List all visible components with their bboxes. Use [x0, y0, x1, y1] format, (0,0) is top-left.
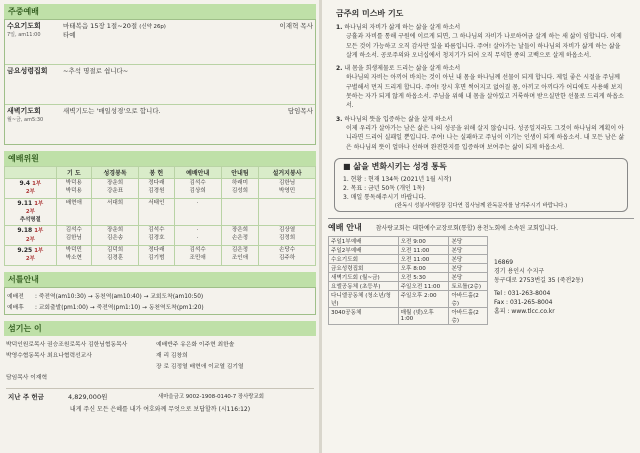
role-cell: 하래미 — [231, 180, 249, 186]
session-label: 2부 — [25, 189, 35, 196]
postal-code: 16869 — [494, 258, 514, 266]
worship-leader: 담임목사 — [287, 106, 313, 115]
serving-right: 재 리 김창희 — [156, 352, 188, 359]
role-cell: 조민애 — [189, 254, 206, 261]
roles-date: 9.18 — [17, 227, 33, 235]
serving-left: 담임목사 이재혁 — [6, 374, 48, 381]
serving-box — [4, 336, 316, 384]
serving-left — [6, 361, 156, 370]
worship-subtitle: 타예 — [63, 31, 76, 39]
shuttle-label: 예배전 — [7, 293, 24, 300]
prayer-body: 긍휼과 자비를 통해 구원에 이르게 되면, 그 하나님의 자비가 나로하여금 살게 하는 새 삶이 임합니다. 이제 모든 것이 가능하고 오직 감사만 있을 따름입니다. 주여! 살아가는 날들이 하나님의 자비가 삶게 하는 삶을 살게 하소서. 공로주의와 오너십에서 청지기가 되어 오직 무익한 종의 고백으로 살게 하옵소서. — [346, 33, 622, 59]
role-cell: 김한님 — [278, 180, 296, 186]
prayer-head: 하나님의 뜻을 입증하는 삶을 살게 하소서 — [344, 115, 453, 123]
session-label: 1부 — [34, 200, 44, 207]
shuttle-route: : 죽전역(am10:30) → 동천역(am10:40) → 교회도착(am10:50) — [35, 293, 204, 300]
worship-row — [5, 20, 315, 64]
role-cell: 손은정 — [231, 235, 249, 242]
schedule-place: 본당 — [449, 263, 488, 272]
session-label: 1부 — [34, 248, 44, 255]
bible-box-item: 3. 매일 통독해주시기 바랍니다. — [343, 193, 426, 201]
prayer-number: 1. — [336, 24, 343, 31]
roles-corner — [5, 167, 57, 179]
worship-time: 월~금, am5:30 — [7, 116, 44, 123]
roles-row — [5, 246, 316, 266]
shuttle-row — [5, 301, 315, 312]
worship-time: 7일, am11:00 — [7, 32, 41, 38]
role-cell: 김기범 — [148, 254, 165, 261]
roles-date: 9.11 — [17, 199, 33, 207]
info-note: 참사랑교회는 대한예수교장로회(통합) 용천노회에 소속된 교회입니다. — [375, 224, 559, 232]
account-info: 새마을금고 9002-1908-0140-7 장사랑교회 — [158, 393, 264, 400]
schedule-place: 아바드홀(2층) — [449, 290, 488, 307]
serving-right: 예배반주 유은화 이주현 최한솔 — [156, 341, 235, 348]
offering-label: 지난 주 헌금 — [8, 392, 44, 401]
roles-date: 9.4 — [19, 180, 31, 187]
role-cell: 조인애 — [231, 254, 249, 261]
phone-number: Tel : 031-263-8004 — [494, 289, 551, 297]
bible-box-title: 삶을 변화시키는 성경 통독 — [353, 161, 447, 171]
serving-left: 박영수협동목사 최요나협력선교사 — [6, 352, 92, 359]
role-cell: 김석수 — [189, 180, 206, 186]
roles-date-note: 추석명절 — [19, 217, 41, 224]
prayer-item — [336, 23, 626, 60]
schedule-time: 오전 11:00 — [398, 254, 449, 263]
role-cell: 김상열 — [278, 227, 296, 234]
prayer-number: 3. — [336, 115, 343, 123]
schedule-table — [328, 236, 488, 325]
role-cell: 김경훈 — [106, 254, 124, 261]
schedule-row — [329, 272, 488, 281]
roles-date: 9.25 — [17, 247, 33, 255]
worship-title: 수요기도회 — [7, 22, 41, 30]
schedule-place: 아바드홀(2층) — [449, 307, 488, 324]
worship-title: 새벽기도회 — [7, 106, 41, 115]
schedule-row — [329, 307, 488, 324]
role-cell: 김덕희 — [106, 247, 124, 254]
shuttle-route: : 교회출발(pm1:00) → 죽전역(pm1:10) → 동천역도착(pm1:20) — [35, 304, 204, 311]
schedule-name: 새벽기도회 (월~금) — [329, 272, 399, 281]
bible-box-item: 2. 목표 : 금년 50독 (개인 1독) — [343, 184, 425, 192]
worship-row — [5, 64, 315, 104]
offering-amount: 4,829,000원 — [68, 392, 108, 401]
role-cell: 서태인 — [148, 199, 165, 206]
role-cell: 김주하 — [278, 254, 296, 261]
schedule-place: 본당 — [449, 236, 488, 245]
session-label: 1부 — [34, 228, 44, 235]
shuttle-header: 서틀안내 — [4, 272, 316, 287]
prayer-item — [336, 64, 626, 110]
bible-reading-box — [334, 158, 628, 212]
right-page — [322, 0, 640, 453]
role-cell: 장운희 — [106, 227, 124, 234]
schedule-name: 금요성령집회 — [329, 263, 399, 272]
roles-row — [5, 226, 316, 246]
prayer-body: 이제 우리가 살아가는 남은 삶은 나의 성공을 위해 살지 않습니다. 성공일지라도 그것이 하나님의 계획이 아니라면 드리어 실패일 뿐입니다. 주여! 나는 실패하고 주님이 이기는 인생이 되게 하옵소서. 내 모든 남은 삶은 하나님의 뜻이 얼마나 선하며 완전한지를 입증하며 보여주는 삶이 되게 하옵소서. — [346, 124, 625, 151]
worship-row — [5, 104, 315, 144]
role-cell: 손당수 — [278, 247, 296, 254]
roles-col-header: 기 도 — [56, 167, 91, 179]
address-line: 경기 용인시 수지구 — [494, 267, 545, 275]
role-cell: 김성희 — [231, 187, 249, 194]
worship-note: (신약 26p) — [139, 24, 166, 30]
square-bullet-icon: ■ — [343, 161, 351, 171]
roles-table — [4, 166, 316, 266]
schedule-time: 오후 8:00 — [398, 263, 449, 272]
role-cell: 김한님 — [65, 235, 82, 242]
website-link[interactable]: 홈피 : www.tlcc.co.kr — [494, 307, 555, 315]
worship-title: 금요성령집회 — [5, 64, 61, 104]
serving-row — [4, 349, 316, 360]
schedule-row — [329, 290, 488, 307]
schedule-time: 오전 5:30 — [398, 272, 449, 281]
role-cell: 김석수 — [65, 227, 82, 234]
role-cell: 배현애 — [65, 199, 82, 206]
bible-box-item: 1. 현황 : 현재 134독 (2021년 1월 시작) — [343, 175, 452, 183]
footer-verse: 내게 주신 모든 은혜를 내가 여호와께 무엇으로 보답할까 (시116:12) — [69, 405, 251, 413]
session-label: 2부 — [25, 256, 35, 263]
schedule-time: 오전 11:00 — [398, 245, 449, 254]
session-label: 2부 — [25, 208, 35, 215]
serving-left: 박덕인원로목사 권승조원로목사 김한님협동목사 — [6, 341, 128, 348]
contact-block — [494, 236, 583, 325]
shuttle-row — [5, 290, 315, 301]
prayer-title: 금주의 미스바 기도 — [336, 9, 404, 18]
schedule-time: 매월 (넷)오후 1:00 — [398, 307, 449, 324]
weekly-worship-box — [4, 19, 316, 145]
session-label: 2부 — [25, 236, 35, 243]
roles-col-header: 설거지봉사 — [259, 167, 316, 179]
schedule-name: 수요기도회 — [329, 254, 399, 263]
schedule-row — [329, 245, 488, 254]
role-cell: 김은정 — [231, 247, 249, 254]
bible-box-note: (완독시 성봉사역팀장 김다연 집사님께 완독문자를 남겨주시기 바랍니다.) — [394, 202, 568, 209]
schedule-name: 3040공동체 — [329, 307, 399, 324]
role-cell: 박덕민 — [65, 247, 82, 254]
schedule-place: 본당 — [449, 245, 488, 254]
roles-col-header: 성경봉독 — [92, 167, 139, 179]
role-cell: 장은희 — [231, 227, 249, 234]
worship-content: ~추석 명절로 쉽니다~ — [61, 64, 215, 104]
church-info — [328, 218, 634, 325]
role-cell: 박소현 — [65, 254, 82, 261]
role-cell: · — [196, 199, 199, 206]
schedule-row — [329, 254, 488, 263]
shuttle-label: 예배후 — [7, 304, 24, 311]
schedule-time: 주일오후 2:00 — [398, 290, 449, 307]
fax-number: Fax : 031-265-8004 — [494, 298, 553, 306]
roles-col-header: 안내팀 — [221, 167, 258, 179]
role-cell: · — [196, 235, 199, 242]
prayer-number: 2. — [336, 65, 343, 73]
serving-row — [4, 371, 316, 382]
role-cell: 서대희 — [106, 199, 124, 206]
shuttle-box — [4, 287, 316, 315]
role-cell: 김상희 — [189, 187, 206, 194]
serving-row — [4, 360, 316, 371]
role-cell: 김은송 — [106, 235, 124, 242]
schedule-place: 토르틀(2층) — [449, 281, 488, 290]
info-title: 예배 안내 — [328, 222, 362, 232]
address-line: 동구대로 2753번길 35 (죽전2동) — [494, 276, 584, 284]
session-label: 1부 — [32, 181, 42, 187]
role-cell: 정다래 — [148, 180, 165, 186]
schedule-time: 오전 9:00 — [398, 236, 449, 245]
worship-content: 새벽기도는 '매일성경'으로 합니다. — [63, 106, 161, 115]
role-cell: 박영민 — [278, 187, 296, 194]
worship-content: 마태복음 15장 1절~20절 — [63, 22, 138, 30]
roles-col-header: 예배안내 — [174, 167, 221, 179]
role-cell: 김경호 — [148, 235, 165, 242]
worship-header: 주중예배 — [4, 4, 316, 19]
roles-row — [5, 179, 316, 199]
role-cell: 김석수 — [189, 247, 206, 254]
role-cell: 박덕용 — [65, 180, 82, 186]
role-cell: 박덕용 — [65, 187, 82, 194]
role-cell: 김정희 — [278, 235, 296, 242]
roles-row — [5, 198, 316, 226]
prayer-body: 하나님의 자비는 아끼어 바치는 것이 아닌 내 몸을 하나님께 선물이 되게 합니다. 제일 좋은 시절을 주님께 구별해서 먼저 드리게 합니다. 주여! 장시 후면 썩어지고 없어질 몸, 아끼고 아끼다가 어디에도 사용해 보지 못하는 자가 되게 않게 하옵소서. 주님을 위해 내 몸을 살아있고 거룩하며 받으실만한 선물로 드리게 하옵소서. — [346, 74, 624, 110]
schedule-name: 주일2부예배 — [329, 245, 399, 254]
offering-row — [6, 388, 314, 402]
schedule-place: 본당 — [449, 272, 488, 281]
prayer-list — [336, 23, 626, 152]
prayer-head: 내 몸을 희생제물로 드리는 삶을 살게 하소서 — [344, 65, 461, 73]
prayer-head: 하나님의 자비가 삶게 하는 삶을 살게 하소서 — [344, 24, 461, 31]
schedule-place: 본당 — [449, 254, 488, 263]
worship-leader: 이재혁 목사 — [215, 20, 315, 64]
schedule-row — [329, 263, 488, 272]
serving-right: 장 로 김정열 배현애 이교열 김기열 — [156, 363, 244, 370]
prayer-item — [336, 115, 626, 152]
schedule-name: 요엘공동체 (초등부) — [329, 281, 399, 290]
role-cell: 정다래 — [148, 247, 165, 254]
roles-header: 예배위원 — [4, 151, 316, 166]
role-cell: 김석수 — [148, 227, 165, 234]
role-cell: 장운희 — [106, 180, 124, 186]
schedule-name: 다니엘공동체 (청소년/청년) — [329, 290, 399, 307]
role-cell: · — [196, 227, 199, 234]
serving-header: 섬기는 이 — [4, 321, 316, 336]
serving-row — [4, 338, 316, 349]
schedule-name: 주일1부예배 — [329, 236, 399, 245]
role-cell: 김경원 — [148, 187, 165, 194]
schedule-row — [329, 281, 488, 290]
roles-col-header: 봉 헌 — [139, 167, 174, 179]
schedule-row — [329, 236, 488, 245]
role-cell: 강운표 — [106, 187, 124, 194]
schedule-time: 주일오전 11:00 — [398, 281, 449, 290]
